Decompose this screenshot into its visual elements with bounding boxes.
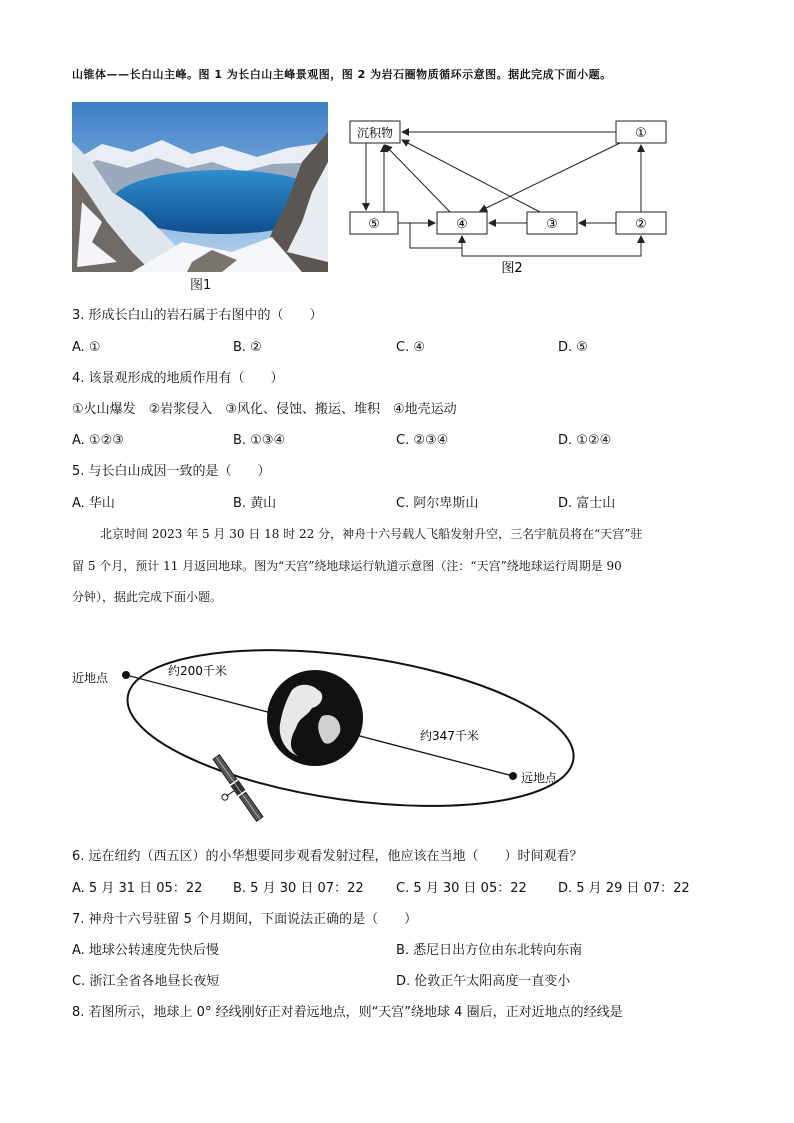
q3-option-c[interactable]: C. ④ <box>396 340 425 355</box>
q4-option-d[interactable]: D. ①②④ <box>558 433 612 448</box>
q7-option-d[interactable]: D. 伦敦正午太阳高度一直变小 <box>396 974 571 989</box>
q7-option-b[interactable]: B. 悉尼日出方位由东北转向东南 <box>396 943 583 958</box>
q5-option-a[interactable]: A. 华山 <box>72 496 115 511</box>
q5-option-c[interactable]: C. 阿尔卑斯山 <box>396 496 479 511</box>
q5-stem: 5. 与长白山成因一致的是（ ） <box>72 464 271 479</box>
q5-option-b[interactable]: B. 黄山 <box>233 496 277 511</box>
q6-option-a[interactable]: A. 5 月 31 日 05：22 <box>72 881 203 896</box>
q6-option-b[interactable]: B. 5 月 30 日 07：22 <box>233 881 364 896</box>
perigee-dot <box>122 671 130 679</box>
fig1-caption: 图1 <box>190 278 212 293</box>
rock-cycle-diagram <box>340 112 680 282</box>
q3-option-b[interactable]: B. ② <box>233 340 262 355</box>
apogee-dot <box>509 772 517 780</box>
q8-stem: 8. 若图所示，地球上 0° 经线刚好正对着远地点，则“天宫”绕地球 4 圈后，正对近地点的经线是 <box>72 1005 623 1020</box>
label-sediment: 沉积物 <box>356 126 394 140</box>
fig2-caption: 图2 <box>501 261 523 276</box>
label-1: ① <box>635 126 647 141</box>
satellite-icon <box>201 754 264 830</box>
q7-option-c[interactable]: C. 浙江全省各地昼长夜短 <box>72 974 220 989</box>
label-5: ⑤ <box>368 217 380 232</box>
q6-option-d[interactable]: D. 5 月 29 日 07：22 <box>558 881 690 896</box>
q5-option-d[interactable]: D. 富士山 <box>558 496 616 511</box>
q4-stem: 4. 该景观形成的地质作用有（ ） <box>72 371 284 386</box>
passage2-line1: 北京时间 2023 年 5 月 30 日 18 时 22 分，神舟十六号载人飞船发射升空，三名宇航员将在“天宫”驻 <box>100 527 643 541</box>
q6-option-c[interactable]: C. 5 月 30 日 05：22 <box>396 881 527 896</box>
q6-stem: 6. 远在纽约（西五区）的小华想要同步观看发射过程，他应该在当地（ ）时间观看？ <box>72 849 583 864</box>
q3-option-a[interactable]: A. ① <box>72 340 101 355</box>
changbai-mountain-photo <box>72 102 328 272</box>
orbit-diagram <box>60 620 680 835</box>
dist-near-label: 约200千米 <box>168 664 227 678</box>
label-3: ③ <box>546 217 558 232</box>
perigee-label: 近地点 <box>72 671 109 685</box>
label-2: ② <box>635 217 647 232</box>
apogee-label: 远地点 <box>521 771 558 785</box>
passage2-line2: 留 5 个月，预计 11 月返回地球。图为“天宫”绕地球运行轨道示意图（注：“天宫”绕地球运行周期是 90 <box>72 559 622 573</box>
q4-option-a[interactable]: A. ①②③ <box>72 433 124 448</box>
q4-option-b[interactable]: B. ①③④ <box>233 433 286 448</box>
q4-items: ①火山爆发 ②岩浆侵入 ③风化、侵蚀、搬运、堆积 ④地壳运动 <box>72 402 457 417</box>
q7-stem: 7. 神舟十六号驻留 5 个月期间，下面说法正确的是（ ） <box>72 912 418 927</box>
dist-far-label: 约347千米 <box>420 729 479 743</box>
q7-option-a[interactable]: A. 地球公转速度先快后慢 <box>72 943 219 958</box>
q3-option-d[interactable]: D. ⑤ <box>558 340 588 355</box>
q3-stem: 3. 形成长白山的岩石属于右图中的（ ） <box>72 308 323 323</box>
label-4: ④ <box>456 217 468 232</box>
q4-option-c[interactable]: C. ②③④ <box>396 433 449 448</box>
passage2-line3: 分钟），据此完成下面小题。 <box>72 590 223 604</box>
intro-text: 山锥体——长白山主峰。图 1 为长白山主峰景观图，图 2 为岩石圈物质循环示意图。据此完成下面小题。 <box>72 68 612 81</box>
